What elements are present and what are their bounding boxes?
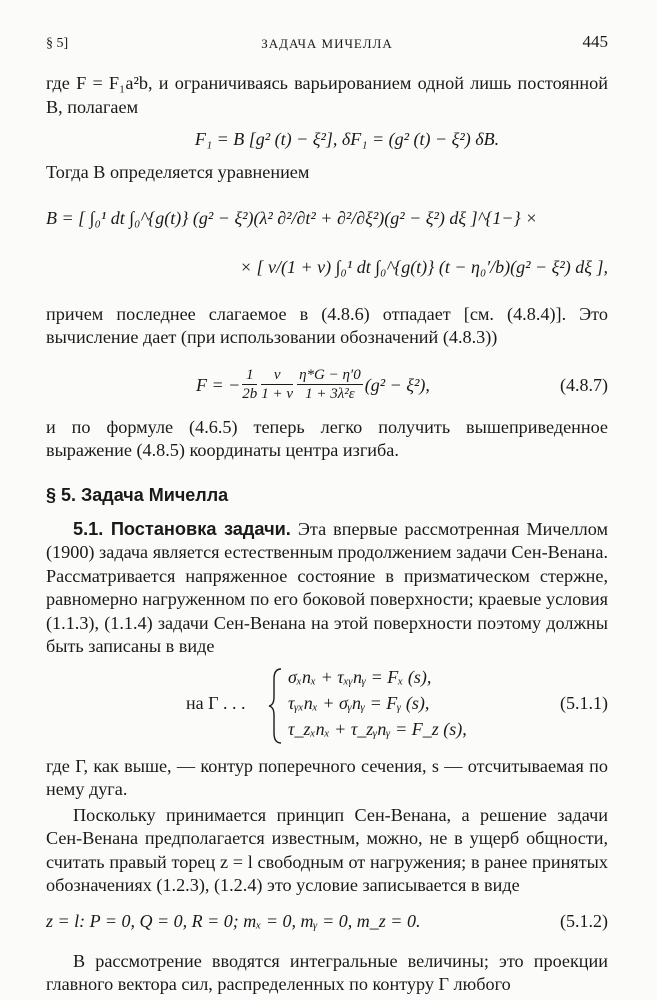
eq511-row2: τᵧₓnₓ + σᵧnᵧ = Fᵧ (s), — [288, 692, 430, 713]
eq511-row3: τ_zₓnₓ + τ_zᵧnᵧ = F_z (s), — [288, 718, 467, 739]
equation-b-line1-text: B = [ ∫₀¹ dt ∫₀^{g(t)} (g² − ξ²)(λ² ∂²/∂t² + ∂²/∂ξ²)(g² − ξ²) dξ ]^{1−} × — [46, 207, 538, 228]
equation-f1 — [86, 127, 608, 151]
header-title: ЗАДАЧА МИЧЕЛЛА — [261, 36, 393, 51]
paragraph-8: В рассмотрение вводятся интегральные величины; это проекции главного вектора сил, распределенных по контуру Γ любого — [46, 950, 608, 994]
equation-5-1-1 — [46, 667, 608, 745]
eq512-text: z = l: P = 0, Q = 0, R = 0; mₓ = 0, mᵧ = 0, m_z = 0. — [46, 910, 421, 931]
paragraph-1: где F = F₁a²b, и ограничиваясь варьированием одной лишь постоянной B, полагаем — [46, 73, 608, 117]
eq487-frac1-num: 1 — [242, 366, 257, 385]
eq511-prefix: на Γ . . . — [186, 692, 246, 713]
eq511-number: (5.1.1) — [560, 692, 608, 713]
paragraph-6: где Γ, как выше, — контур поперечного сечения, s — отсчитываемая по нему дуга. — [46, 755, 608, 799]
eq487-lhs: F = − — [196, 374, 241, 395]
header-section: § 5] — [46, 36, 69, 51]
equation-f1-text: F₁ = B [g² (t) − ξ²], δF₁ = (g² (t) − ξ²) δB. — [194, 129, 500, 149]
equation-b-line1 — [46, 195, 608, 241]
eq487-frac1 — [242, 366, 257, 403]
equation-b-line2-text: × [ ν/(1 + ν) ∫₀¹ dt ∫₀^{g(t)} (t − η₀′/b)(g² − ξ²) dξ ], — [239, 256, 608, 277]
equation-4-8-7 — [46, 362, 608, 408]
paragraph-3: причем последнее слагаемое в (4.8.6) отпадает [см. (4.8.4)]. Это вычисление дает (при использовании обозначений (4.8.3)) — [46, 303, 608, 347]
equation-b-line2 — [46, 241, 608, 293]
subsection-heading: 5.1. Постановка задачи. — [73, 518, 291, 539]
section-heading: § 5. Задача Мичелла — [46, 484, 229, 505]
paragraph-2: Тогда B определяется уравнением — [46, 162, 310, 182]
paragraph-5 — [46, 518, 608, 659]
page-number: 445 — [582, 32, 608, 51]
eq512-number: (5.1.2) — [560, 910, 608, 931]
eq487-frac3-num: η*G − η′0 — [299, 367, 361, 383]
eq487-frac2-num: ν — [261, 366, 293, 385]
paragraph-5-text: Эта впервые рассмотренная Мичеллом (1900) задача является естественным продолжением задачи Сен-Венана. Рассматривается напряженное состояние в призматическом стержне, равномерно нагруженном по его боковой поверхности; краевые условия (1.1.3), (1.1.4) задачи Сен-Венана на этой поверхности поэтому должны быть записаны в виде — [46, 518, 608, 656]
running-header — [46, 30, 608, 52]
eq487-frac1-den: 2b — [242, 386, 258, 402]
eq487-frac3 — [297, 366, 363, 403]
eq487-frac3-den: 1 + 3λ²ε — [305, 386, 355, 402]
left-brace-icon — [268, 667, 284, 745]
paragraph-4: и по формуле (4.6.5) теперь легко получить вышеприведенное выражение (4.8.5) координаты центра изгиба. — [46, 416, 608, 460]
eq487-number: (4.8.7) — [560, 374, 608, 395]
eq487-frac2-den: 1 + ν — [261, 386, 294, 402]
page — [46, 30, 608, 997]
eq487-rest: (g² − ξ²), — [364, 374, 430, 395]
eq511-row1: σₓnₓ + τₓᵧnᵧ = Fₓ (s), — [288, 666, 432, 687]
paragraph-7: Поскольку принимается принцип Сен-Венана, а решение задачи Сен-Венана предполагается известным, можно, не в ущерб общности, считать правый торец z = l свободным от нагружения; в ранее принятых обозначениях (1.2.3), (1.2.4) это условие записывается в виде — [46, 804, 608, 895]
equation-5-1-2 — [46, 906, 608, 936]
eq487-frac2 — [261, 366, 293, 403]
